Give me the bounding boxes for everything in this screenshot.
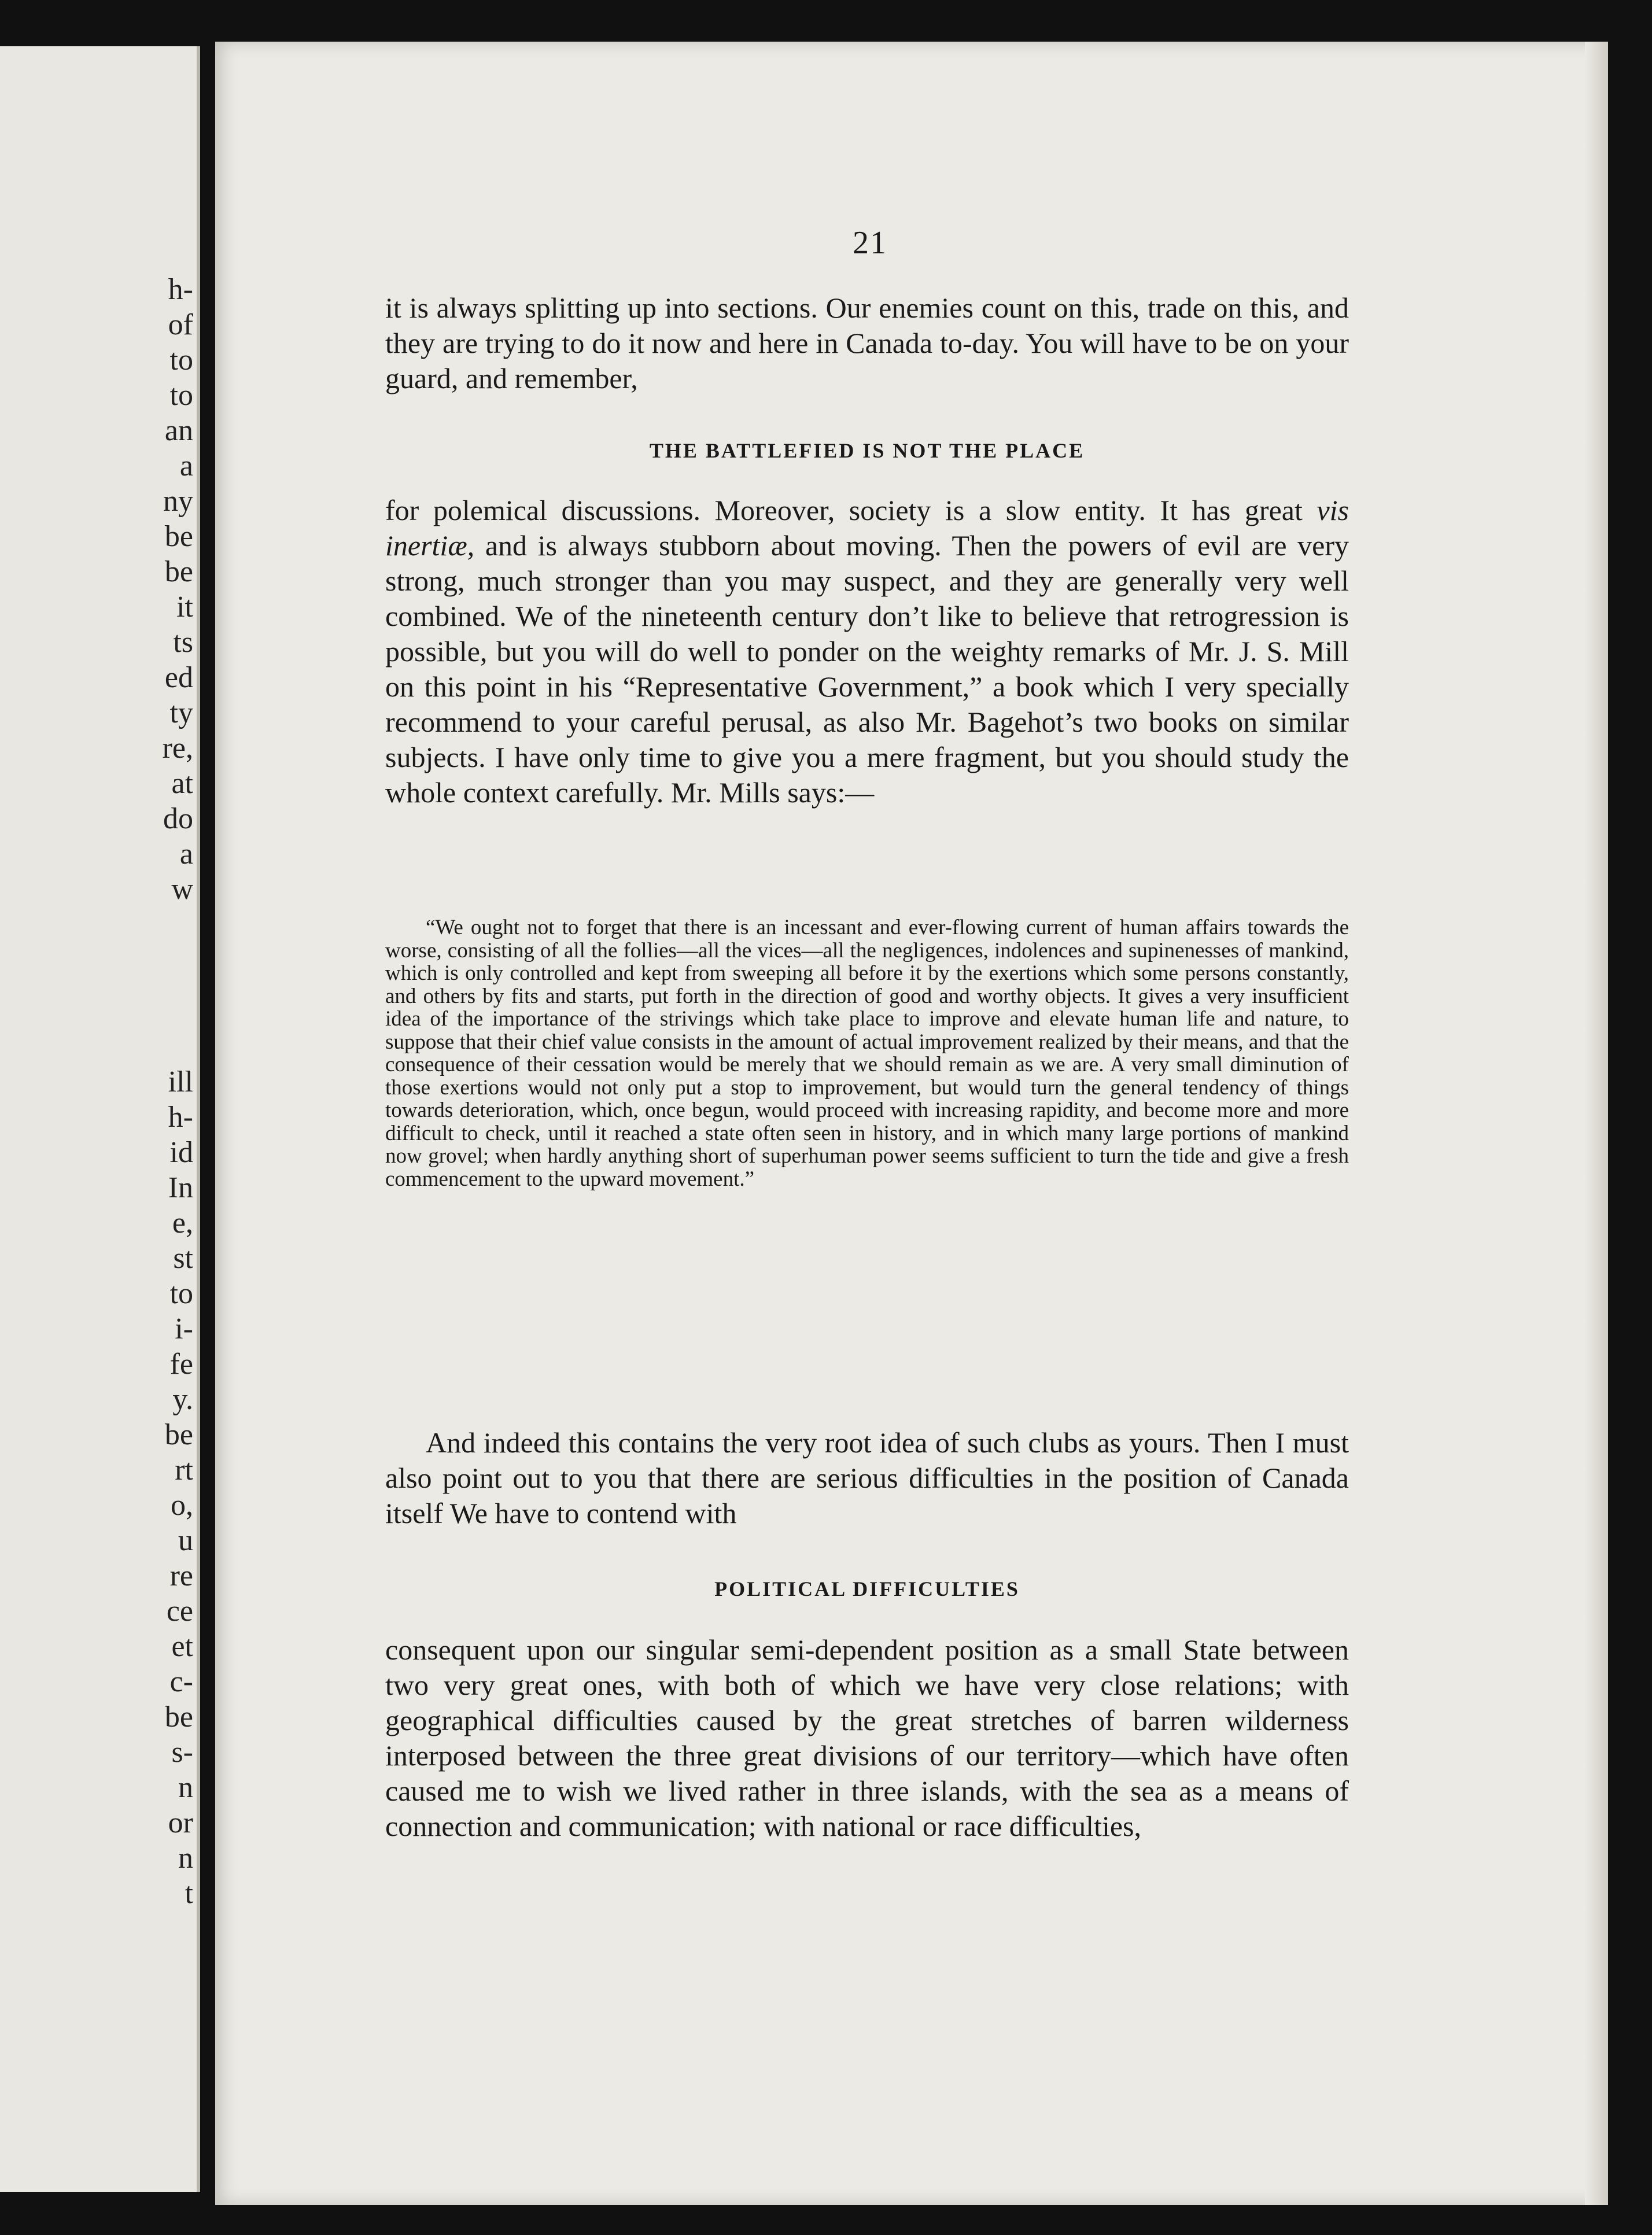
previous-page-text-lower — [165, 1064, 193, 1911]
left-fragment-lower-14: re — [169, 1559, 193, 1592]
left-fragment-upper-17: w — [171, 873, 193, 906]
paragraph-opening — [385, 290, 1349, 396]
left-fragment-lower-18: be — [164, 1701, 193, 1734]
left-fragment-upper-8: be — [164, 555, 193, 588]
left-fragment-lower-0: ill — [168, 1065, 193, 1098]
left-fragment-upper-13: re, — [162, 732, 193, 765]
left-fragment-upper-11: ed — [164, 661, 193, 694]
page-edge-shadow — [1585, 42, 1608, 2205]
left-fragment-lower-6: to — [169, 1277, 193, 1310]
left-fragment-lower-4: e, — [172, 1207, 193, 1240]
left-fragment-lower-8: fe — [169, 1348, 193, 1381]
quote-text: “We ought not to forget that there is an incessant and ever-flowing current of human affairs towards the worse, consisting of all the follies—all the vices—all the negligences, indolences and supinenesses of mankind, which is only controlled and kept from sweeping all before it by the exertions which some persons constantly, and others by fits and starts, put forth in the direction of good and worthy objects. It gives a very insufficient idea of the importance of the strivings which take place to improve and elevate human life and nature, to suppose that their chief value consists in the amount of actual improvement realized by their means, and that the consequence of their cessation would be merely that we should remain as we are. A very small diminution of those exertions would not only put a stop to improvement, but would turn the general tendency of things towards deterioration, which, once begun, would proceed with increasing rapidity, and become more and more difficult to check, until it reached a state often seen in history, and in which many large portions of mankind now grovel; when hardly anything short of superhuman power seems sufficient to turn the tide and give a fresh commencement to the upward movement.” — [385, 916, 1349, 1191]
left-fragment-upper-5: a — [179, 449, 193, 482]
previous-page-edge — [0, 46, 200, 2192]
left-fragment-upper-7: be — [164, 520, 193, 553]
section-heading-battlefield: THE BATTLEFIED IS NOT THE PLACE — [649, 439, 1085, 462]
paragraph-semi-dependent — [385, 1632, 1349, 1844]
left-fragment-upper-1: of — [168, 308, 193, 341]
block-quote-mill — [385, 916, 1349, 1190]
left-fragment-upper-3: to — [169, 379, 193, 412]
left-fragment-lower-10: be — [164, 1418, 193, 1451]
left-fragment-lower-15: ce — [166, 1595, 193, 1628]
left-fragment-upper-2: to — [169, 344, 193, 377]
left-fragment-lower-17: c- — [169, 1665, 193, 1698]
paragraph-2-start: for polemical discussions. Moreover, society is a slow entity. It has great — [385, 494, 1317, 526]
left-fragment-upper-6: ny — [163, 485, 193, 518]
left-fragment-upper-4: an — [164, 414, 193, 447]
left-fragment-lower-13: u — [178, 1524, 193, 1557]
left-fragment-lower-3: In — [168, 1171, 193, 1204]
document-page — [215, 42, 1608, 2205]
left-fragment-lower-21: or — [168, 1806, 193, 1839]
left-fragment-upper-16: a — [179, 838, 193, 871]
left-fragment-upper-0: h- — [168, 273, 193, 306]
left-fragment-lower-12: o, — [171, 1489, 193, 1522]
left-fragment-lower-9: y. — [172, 1383, 193, 1416]
paragraph-polemical — [385, 493, 1349, 810]
left-fragment-lower-22: n — [178, 1842, 193, 1875]
previous-page-text-upper — [163, 272, 193, 907]
left-fragment-upper-15: do — [163, 802, 193, 835]
left-fragment-lower-20: n — [178, 1771, 193, 1804]
paragraph-2-latin-phrase: vis inertiæ, — [385, 494, 1349, 562]
paragraph-3: And indeed this contains the very root idea of such clubs as yours. Then I must also point out to you that there are serious difficulties in the position of Canada itself We have to contend with — [385, 1426, 1349, 1529]
left-fragment-upper-10: ts — [173, 626, 193, 659]
page-number: 21 — [853, 225, 887, 261]
left-fragment-upper-12: ty — [169, 696, 193, 729]
left-fragment-lower-16: et — [171, 1630, 193, 1663]
left-fragment-lower-19: s- — [171, 1736, 193, 1769]
paragraph-root-idea — [385, 1425, 1349, 1531]
left-fragment-lower-1: h- — [168, 1101, 193, 1134]
paragraph-4: consequent upon our singular semi-dependent position as a small State between two very great ones, with both of which we have very close relations; with geographical difficulties caused by the great stretches of barren wilderness interposed between the three great divisions of our territory—which have often caused me to wish we lived rather in three islands, with the sea as a means of connection and communication; with national or race difficulties, — [385, 1633, 1349, 1842]
section-heading-political-difficulties: POLITICAL DIFFICULTIES — [714, 1577, 1020, 1600]
left-fragment-upper-9: it — [176, 591, 193, 624]
left-fragment-lower-23: t — [185, 1877, 193, 1910]
paragraph-1: it is always splitting up into sections. Our enemies count on this, trade on this, and they are trying to do it now and here in Canada to-day. You will have to be on your guard, and remember, — [385, 292, 1349, 394]
left-fragment-upper-14: at — [171, 767, 193, 800]
paragraph-2-rest: and is always stubborn about moving. Then the powers of evil are very strong, much stronger than you may suspect, and they are generally very well combined. We of the nineteenth century don’t like to believe that retrogression is possible, but you will do well to ponder on the weighty remarks of Mr. J. S. Mill on this point in his “Representative Government,” a book which I very specially recommend to your careful perusal, as also Mr. Bagehot’s two books on similar subjects. I have only time to give you a mere fragment, but you should study the whole context carefully. Mr. Mills says:— — [385, 529, 1349, 809]
left-fragment-lower-11: rt — [175, 1454, 193, 1487]
left-fragment-lower-7: i- — [175, 1312, 193, 1345]
left-fragment-lower-2: id — [169, 1136, 193, 1169]
left-fragment-lower-5: st — [173, 1242, 193, 1275]
paragraph-2 — [385, 493, 1349, 810]
